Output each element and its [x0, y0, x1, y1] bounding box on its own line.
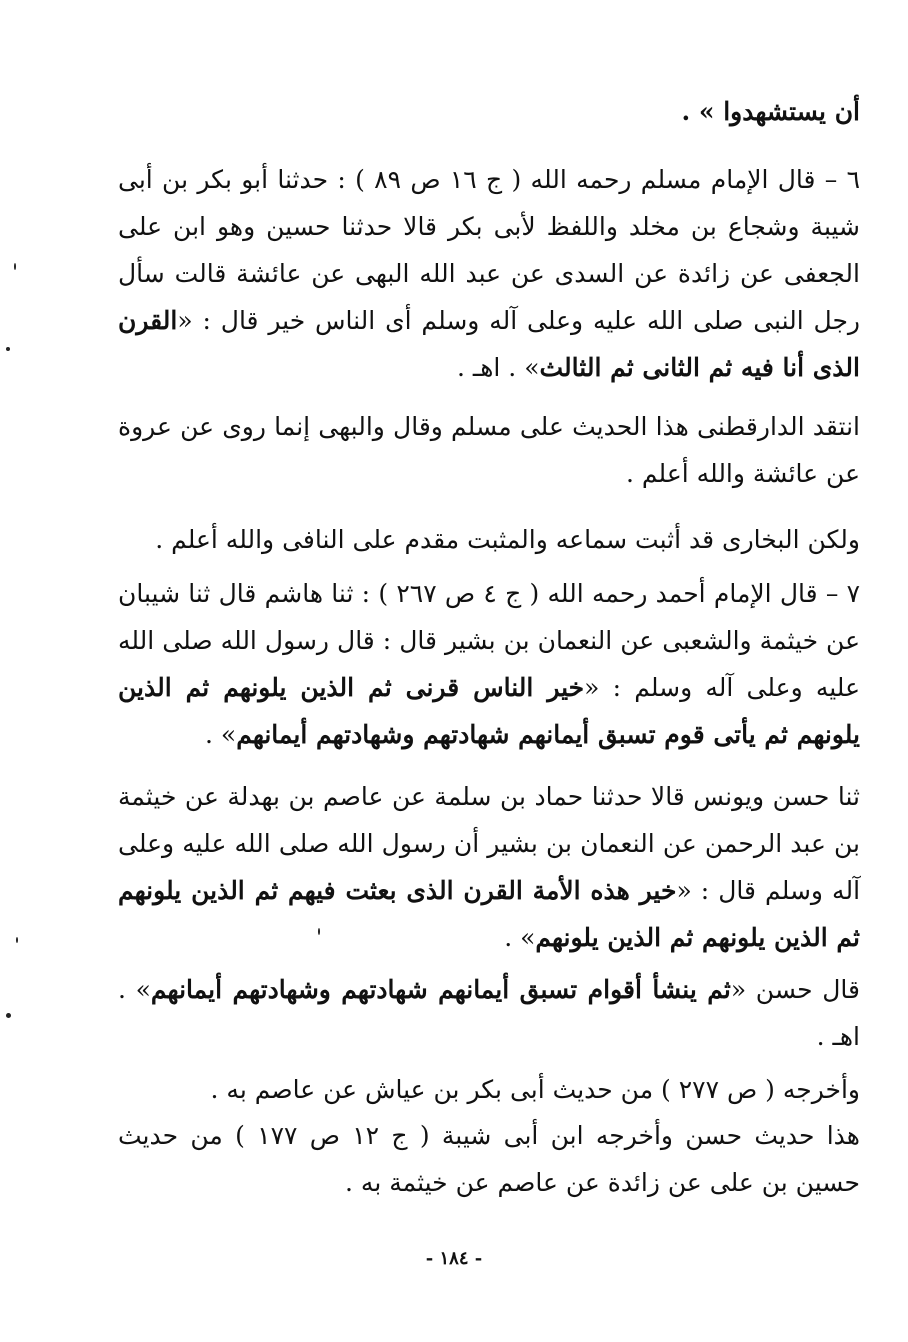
- hasan-yunus-quote: خير هذه الأمة القرن الذى بعثت فيهم ثم الذين يلونهم ثم الذين يلونهم ثم الذين يلونهم: [118, 876, 860, 952]
- ibn-abi-shayba-paragraph: هذا حديث حسن وأخرجه ابن أبى شيبة ( ج ١٢ ص ١٧٧ ) من حديث حسين بن على عن زائدة عن عاصم عن خيثمة به .: [118, 1121, 860, 1197]
- hasan-said-text: قال حسن «: [730, 975, 860, 1004]
- hadith-7-paragraph: [118, 570, 860, 758]
- scan-speck: [6, 1013, 11, 1018]
- hasan-said-paragraph: [118, 966, 860, 1060]
- hadith-7-text: ٧ – قال الإمام أحمد رحمه الله ( ج ٤ ص ٢٦٧ ) : ثنا هاشم قال ثنا شيبان عن خيثمة والشعبى عن النعمان بن بشير قال : قال رسول الله صلى الله عليه وعلى آله وسلم : «: [118, 579, 861, 702]
- opening-line: أن يستشهدوا » .: [681, 97, 860, 126]
- scan-speck: [16, 937, 18, 943]
- scan-speck: [318, 928, 320, 935]
- hadith-7-end: » .: [204, 720, 237, 749]
- hasan-yunus-paragraph: [118, 773, 860, 961]
- hadith-6-paragraph: [118, 156, 860, 391]
- hasan-yunus-end: » .: [504, 923, 536, 952]
- scan-speck: [14, 263, 16, 270]
- bukhari-note: ولكن البخارى قد أثبت سماعه والمثبت مقدم على النافى والله أعلم .: [155, 525, 860, 554]
- hadith-6-quote: القرن الذى أنا فيه ثم الثانى ثم الثالث: [118, 306, 860, 382]
- page-number: - ١٨٤ -: [425, 1248, 483, 1269]
- scan-speck: [6, 347, 10, 351]
- takhrij-line: وأخرجه ( ص ٢٧٧ ) من حديث أبى بكر بن عياش عن عاصم به .: [210, 1075, 860, 1104]
- hadith-6-end: » . اهـ .: [457, 353, 540, 382]
- hasan-yunus-text: ثنا حسن ويونس قالا حدثنا حماد بن سلمة عن عاصم بن بهدلة عن خيثمة بن عبد الرحمن عن النعمان بن بشير أن رسول الله صلى الله عليه وعلى آله وسلم قال : «: [118, 782, 861, 905]
- hadith-7-quote: خير الناس قرنى ثم الذين يلونهم ثم الذين يلونهم ثم يأتى قوم تسبق أيمانهم شهادتهم وشهادتهم أيمانهم: [118, 673, 860, 749]
- hasan-said-end: » . اهـ .: [118, 975, 860, 1051]
- daraqutni-critique: انتقد الدارقطنى هذا الحديث على مسلم وقال والبهى إنما روى عن عروة عن عائشة والله أعلم .: [118, 412, 860, 488]
- hadith-6-text: ٦ – قال الإمام مسلم رحمه الله ( ج ١٦ ص ٨٩ ) : حدثنا أبو بكر بن أبى شيبة وشجاع بن مخلد واللفظ لأبى بكر قالا حدثنا حسين وهو ابن على الجعفى عن زائدة عن السدى عن عبد الله البهى عن عائشة قالت سأل رجل النبى صلى الله عليه وعلى آله وسلم أى الناس خير قال : «: [118, 165, 861, 335]
- hasan-said-quote: ثم ينشأ أقوام تسبق أيمانهم شهادتهم وشهادتهم أيمانهم: [150, 975, 731, 1004]
